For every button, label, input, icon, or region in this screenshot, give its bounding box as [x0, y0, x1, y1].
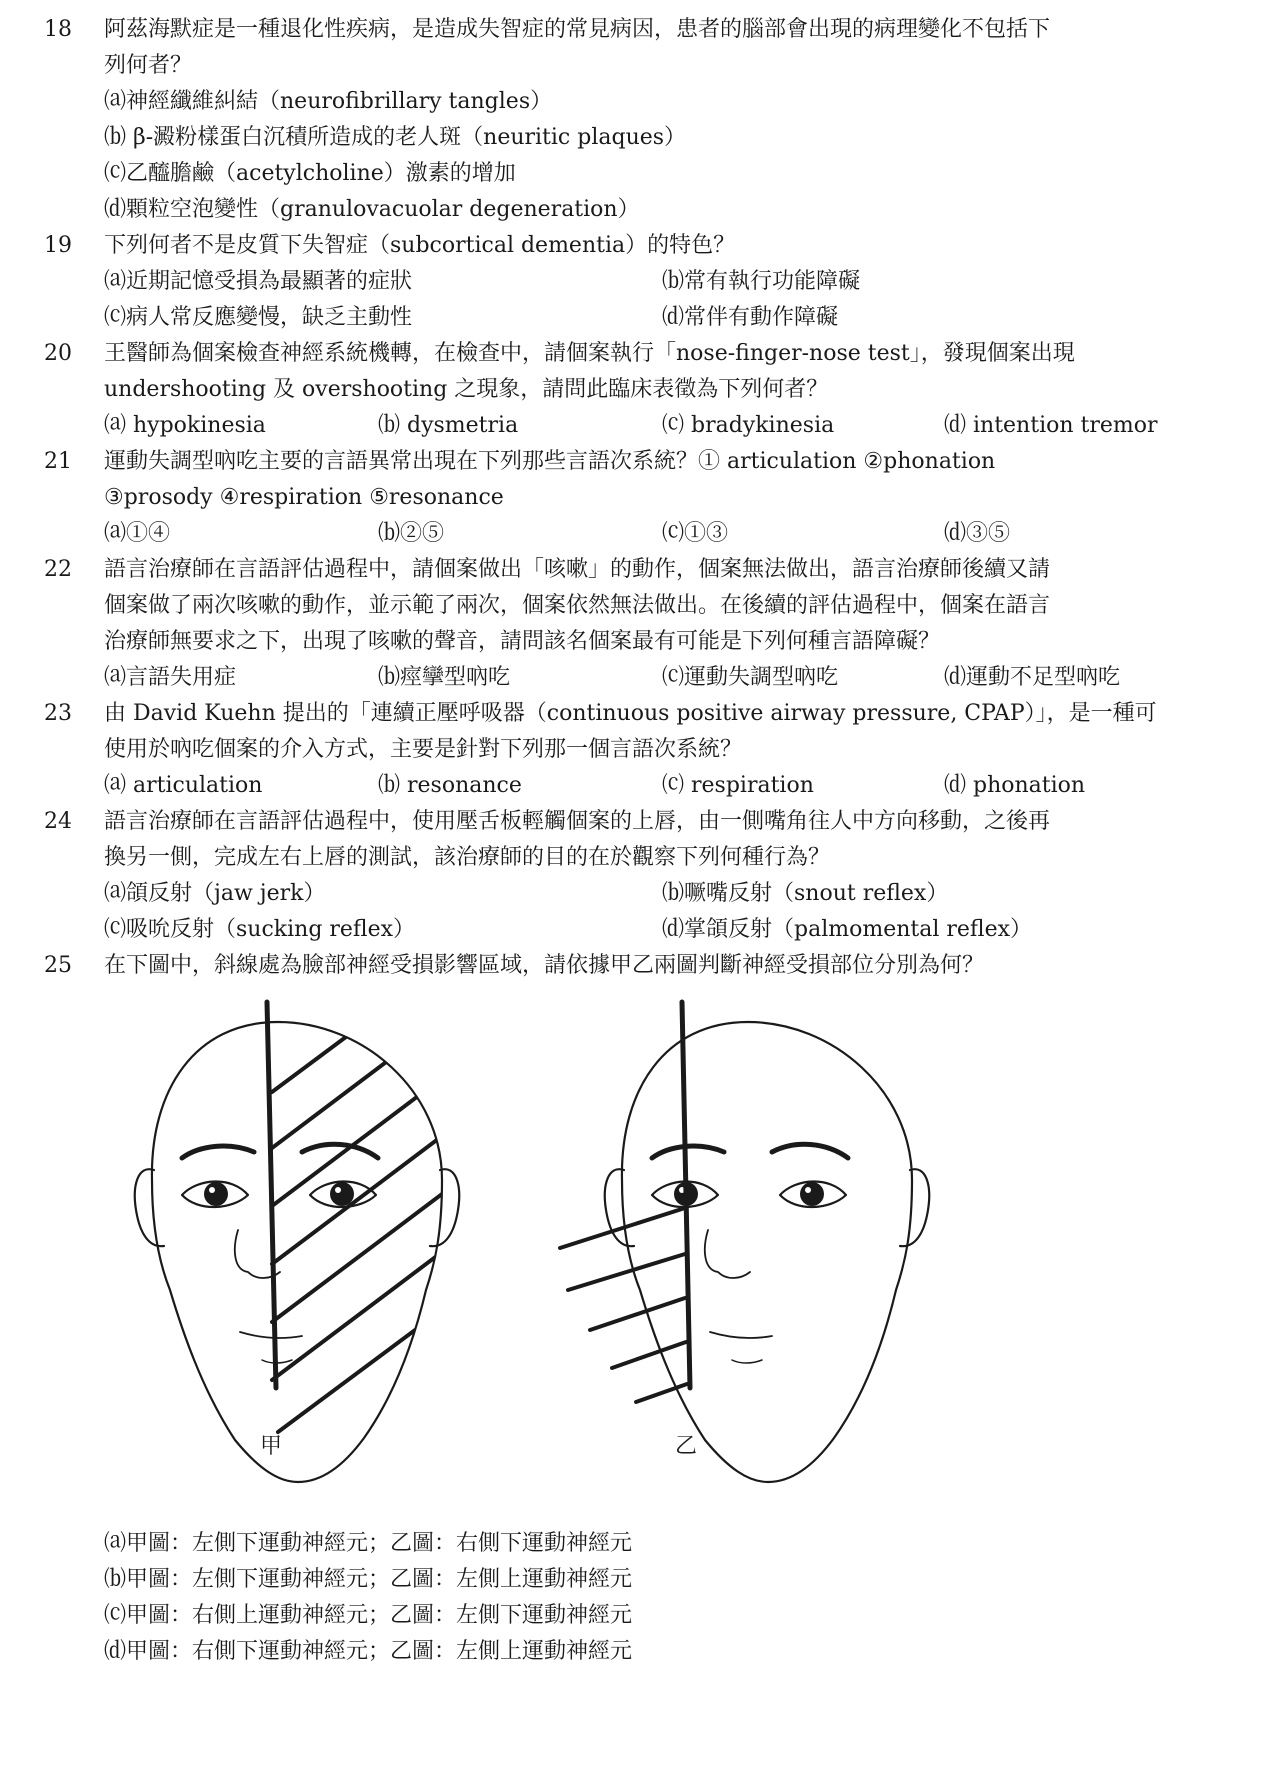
question-stem-line: 阿茲海默症是一種退化性疾病，是造成失智症的常見病因，患者的腦部會出現的病理變化不包括下	[104, 17, 1051, 42]
question-stem-line: 下列何者不是皮質下失智症（subcortical dementia）的特色？	[104, 233, 736, 258]
option-c: ⒞ respiration	[662, 773, 814, 798]
option-b: ⒝ resonance	[378, 773, 522, 798]
option-d: ⒟ intention tremor	[944, 413, 1158, 438]
question-stem-line: 換另一側，完成左右上唇的測試，該治療師的目的在於觀察下列何種行為？	[104, 845, 831, 870]
question-stem-line: 語言治療師在言語評估過程中，請個案做出「咳嗽」的動作，個案無法做出，語言治療師後續又請	[104, 557, 1051, 582]
option-b: ⒝②⑤	[378, 521, 445, 546]
option-a: ⒜①④	[104, 521, 171, 546]
option-d: ⒟ phonation	[944, 773, 1086, 798]
option-a: ⒜近期記憶受損為最顯著的症狀	[104, 269, 413, 294]
option-b: ⒝ β-澱粉樣蛋白沉積所造成的老人斑（neuritic plaques）	[104, 125, 687, 150]
option-c: ⒞①③	[662, 521, 729, 546]
option-c: ⒞吸吮反射（sucking reflex）	[104, 917, 416, 942]
option-d: ⒟運動不足型吶吃	[944, 665, 1121, 690]
question-stem-line: 語言治療師在言語評估過程中，使用壓舌板輕觸個案的上唇，由一側嘴角往人中方向移動，之後再	[104, 809, 1051, 834]
face-diagram	[120, 980, 1020, 1520]
option-b: ⒝噘嘴反射（snout reflex）	[662, 881, 949, 906]
question-number: 24	[44, 809, 72, 834]
option-c: ⒞乙醯膽鹼（acetylcholine）激素的增加	[104, 161, 516, 186]
figure-caption-b: 乙	[675, 1434, 698, 1459]
option-d: ⒟甲圖：右側下運動神經元；乙圖：左側上運動神經元	[104, 1639, 633, 1664]
question-number: 21	[44, 449, 72, 474]
figure-caption-a: 甲	[260, 1434, 283, 1459]
question-stem-line: 使用於吶吃個案的介入方式，主要是針對下列那一個言語次系統？	[104, 737, 743, 762]
question-number: 25	[44, 953, 72, 978]
option-b: ⒝痙攣型吶吃	[378, 665, 511, 690]
option-d: ⒟③⑤	[944, 521, 1011, 546]
question-number: 22	[44, 557, 72, 582]
question-stem-line: 列何者？	[104, 53, 193, 78]
option-c: ⒞ bradykinesia	[662, 413, 835, 438]
option-d: ⒟常伴有動作障礙	[662, 305, 839, 330]
option-c: ⒞甲圖：右側上運動神經元；乙圖：左側下運動神經元	[104, 1603, 633, 1628]
question-stem-line: ③prosody ④respiration ⑤resonance	[104, 485, 504, 510]
option-b: ⒝甲圖：左側下運動神經元；乙圖：左側上運動神經元	[104, 1567, 633, 1592]
option-a: ⒜ articulation	[104, 773, 263, 798]
question-stem-line: 在下圖中，斜線處為臉部神經受損影響區域，請依據甲乙兩圖判斷神經受損部位分別為何？	[104, 953, 985, 978]
option-b: ⒝常有執行功能障礙	[662, 269, 861, 294]
option-c: ⒞病人常反應變慢，缺乏主動性	[104, 305, 413, 330]
question-number: 23	[44, 701, 72, 726]
question-number: 18	[44, 17, 72, 42]
question-stem-line: 由 David Kuehn 提出的「連續正壓呼吸器（continuous positive airway pressure, CPAP）」，是一種可	[104, 701, 1157, 726]
question-stem-line: 個案做了兩次咳嗽的動作，並示範了兩次，個案依然無法做出。在後續的評估過程中，個案在語言	[104, 593, 1051, 618]
option-a: ⒜ hypokinesia	[104, 413, 266, 438]
option-a: ⒜神經纖維糾結（neurofibrillary tangles）	[104, 89, 553, 114]
face-a	[135, 1002, 459, 1482]
question-stem-line: undershooting 及 overshooting 之現象，請問此臨床表徵為下列何者？	[104, 377, 829, 402]
option-d: ⒟掌頜反射（palmomental reflex）	[662, 917, 1033, 942]
face-b	[560, 1002, 929, 1482]
question-stem-line: 運動失調型吶吃主要的言語異常出現在下列那些言語次系統？① articulation ②phonation	[104, 449, 996, 474]
question-number: 19	[44, 233, 72, 258]
option-a: ⒜言語失用症	[104, 665, 237, 690]
question-stem-line: 王醫師為個案檢查神經系統機轉，在檢查中，請個案執行「nose-finger-nose test」，發現個案出現	[104, 341, 1075, 366]
question-number: 20	[44, 341, 72, 366]
option-d: ⒟顆粒空泡變性（granulovacuolar degeneration）	[104, 197, 640, 222]
option-b: ⒝ dysmetria	[378, 413, 519, 438]
option-a: ⒜甲圖：左側下運動神經元；乙圖：右側下運動神經元	[104, 1531, 633, 1556]
option-c: ⒞運動失調型吶吃	[662, 665, 839, 690]
question-stem-line: 治療師無要求之下，出現了咳嗽的聲音，請問該名個案最有可能是下列何種言語障礙？	[104, 629, 941, 654]
option-a: ⒜頜反射（jaw jerk）	[104, 881, 326, 906]
